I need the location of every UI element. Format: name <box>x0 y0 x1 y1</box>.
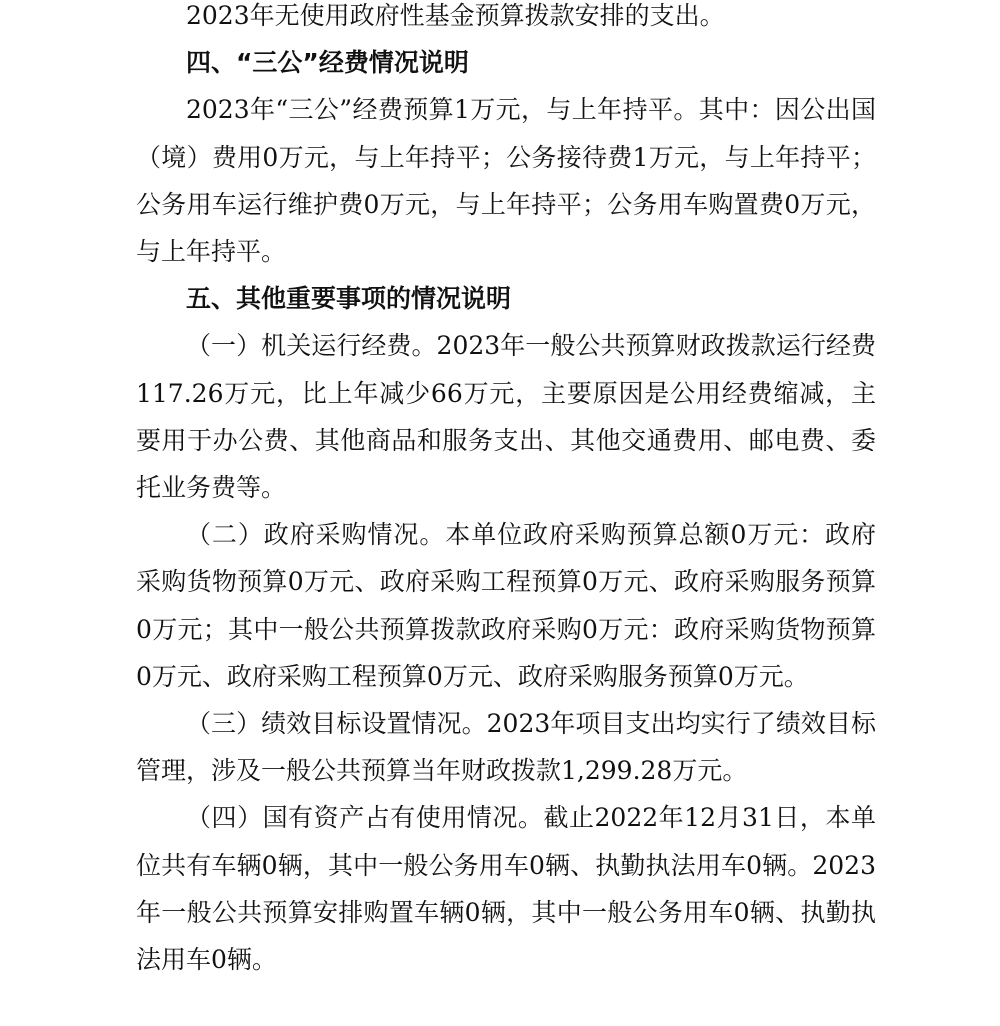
section-5-heading: 五、其他重要事项的情况说明 <box>186 284 512 314</box>
section-4-heading: 四、“三公”经费情况说明 <box>186 48 469 78</box>
procurement-paragraph: （二）政府采购情况。本单位政府采购预算总额0万元：政府采购货物预算0万元、政府采购工程预算0万元、政府采购服务预算0万元；其中一般公共预算拨款政府采购0万元：政府采购货物预算0万元、政府采购工程预算0万元、政府采购服务预算0万元。 <box>136 520 876 691</box>
performance-goals-paragraph: （三）绩效目标设置情况。2023年项目支出均实行了绩效目标管理，涉及一般公共预算当年财政拨款1,299.28万元。 <box>136 709 876 786</box>
state-assets-paragraph: （四）国有资产占有使用情况。截止2022年12月31日，本单位共有车辆0辆，其中一般公务用车0辆、执勤执法用车0辆。2023年一般公共预算安排购置车辆0辆，其中一般公务用车0辆、执勤执法用车0辆。 <box>136 803 876 975</box>
document-page <box>136 0 876 983</box>
operating-expenses-paragraph: （一）机关运行经费。2023年一般公共预算财政拨款运行经费117.26万元，比上年减少66万元，主要原因是公用经费缩减，主要用于办公费、其他商品和服务支出、其他交通费用、邮电费、委托业务费等。 <box>136 331 876 503</box>
section-4-paragraph: 2023年“三公”经费预算1万元，与上年持平。其中：因公出国（境）费用0万元，与上年持平；公务接待费1万元，与上年持平；公务用车运行维护费0万元，与上年持平；公务用车购置费0万元，与上年持平。 <box>136 95 876 267</box>
continuation-paragraph: 2023年无使用政府性基金预算拨款安排的支出。 <box>186 1 725 30</box>
